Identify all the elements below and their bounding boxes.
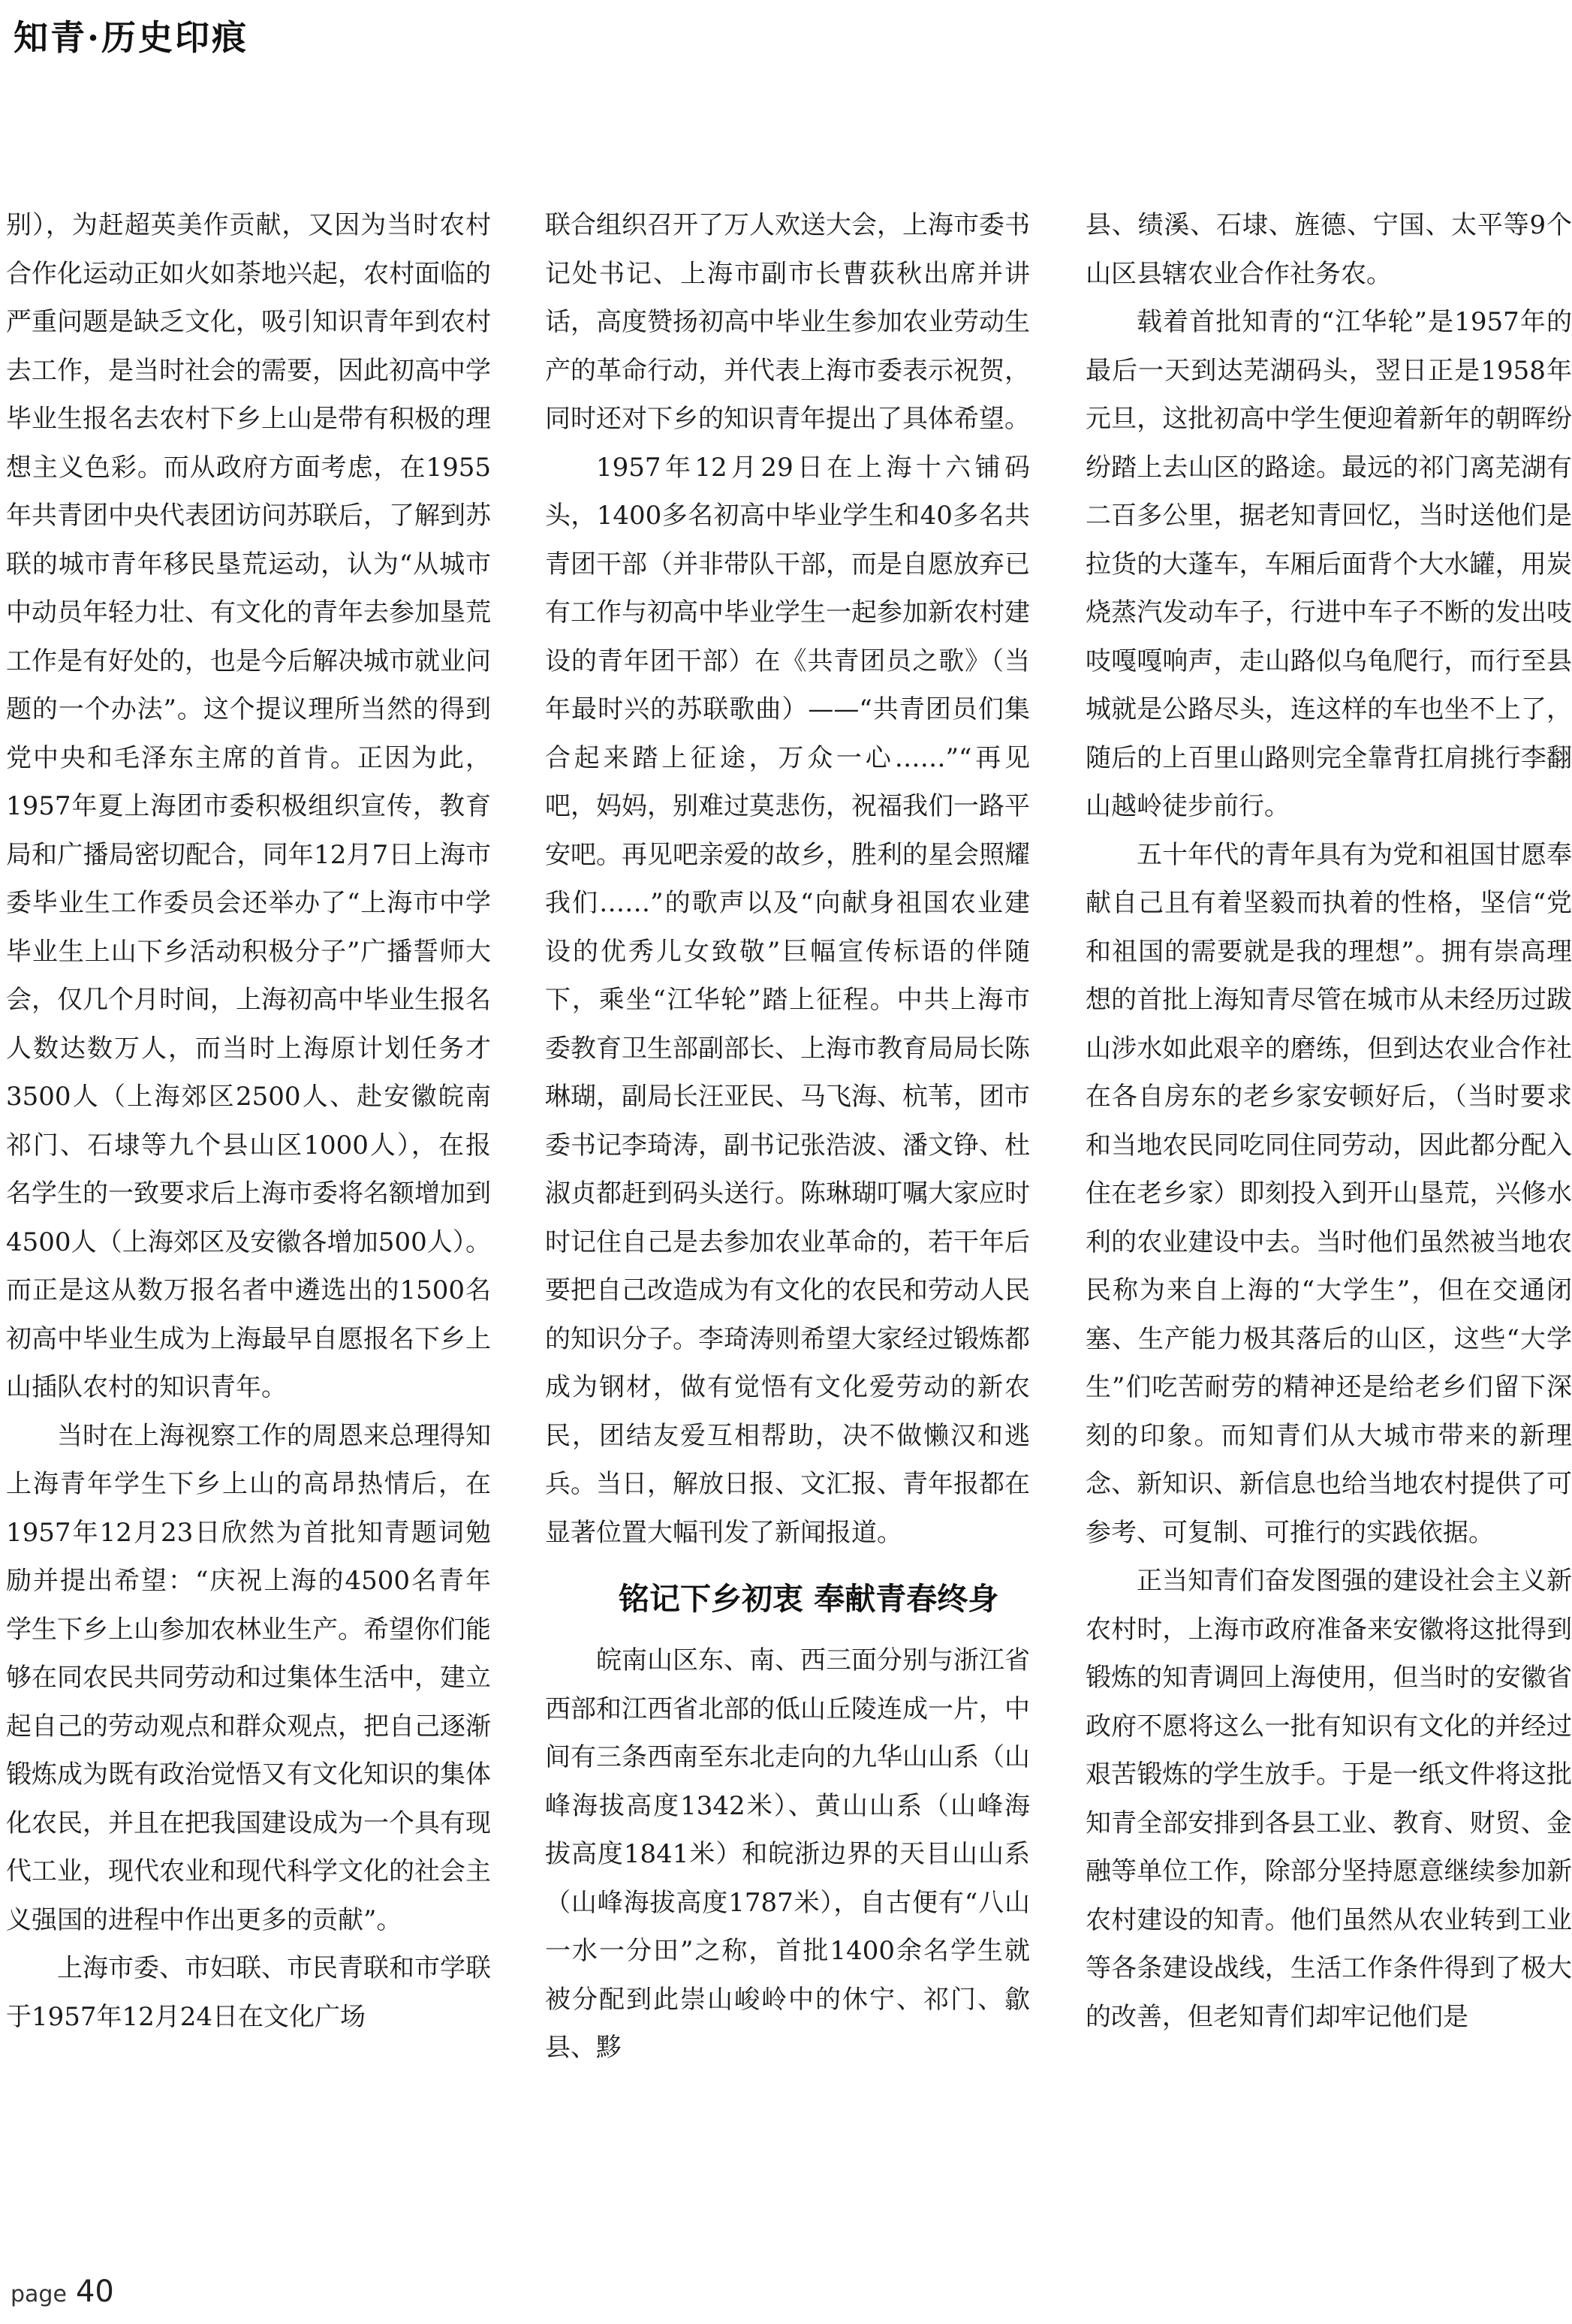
text-column-2 [545, 201, 1030, 2073]
paragraph: 五十年代的青年具有为党和祖国甘愿奉献自己且有着坚毅而执着的性格，坚信“党和祖国的需要就是我的理想”。拥有崇高理想的首批上海知青尽管在城市从未经历过跋山涉水如此艰辛的磨练，但到达农业合作社在各自房东的老乡家安顿好后，（当时要求和当地农民同吃同住同劳动，因此都分配入住在老乡家）即刻投入到开山垦荒，兴修水利的农业建设中去。当时他们虽然被当地农民称为来自上海的“大学生”，但在交通闭塞、生产能力极其落后的山区，这些“大学生”们吃苦耐劳的精神还是给老乡们留下深刻的印象。而知青们从大城市带来的新理念、新知识、新信息也给当地农村提供了可参考、可复制、可推行的实践依据。 [1086, 839, 1572, 1548]
paragraph: 当时在上海视察工作的周恩来总理得知上海青年学生下乡上山的高昂热情后，在1957年12月23日欣然为首批知青题词勉励并提出希望：“庆祝上海的4500名青年学生下乡上山参加农林业生产。希望你们能够在同农民共同劳动和过集体生活中，建立起自己的劳动观点和群众观点，把自己逐渐锻炼成为既有政治觉悟又有文化知识的集体化农民，并且在把我国建设成为一个具有现代工业，现代农业和现代科学文化的社会主义强国的进程中作出更多的贡献”。 [6, 1420, 491, 1935]
section-header: 知青·历史印痕 [14, 17, 249, 58]
paragraph: 正当知青们奋发图强的建设社会主义新农村时，上海市政府准备来安徽将这批得到锻炼的知青调回上海使用，但当时的安徽省政府不愿将这么一批有知识有文化的并经过艰苦锻炼的学生放手。于是一纸文件将这批知青全部安排到各县工业、教育、财贸、金融等单位工作，除部分坚持愿意继续参加新农村建设的知青。他们虽然从农业转到工业等各条建设战线，生活工作条件得到了极大的改善，但老知青们却牢记他们是 [1086, 1566, 1572, 2032]
section-heading: 铭记下乡初衷 奉献青春终身 [619, 1581, 999, 1617]
paragraph: 载着首批知青的“江华轮”是1957年的最后一天到达芜湖码头，翌日正是1958年元旦，这批初高中学生便迎着新年的朝晖纷纷踏上去山区的路途。最远的祁门离芜湖有二百多公里，据老知青回忆，当时送他们是拉货的大蓬车，车厢后面背个大水罐，用炭烧蒸汽发动车子，行进中车子不断的发出吱吱嘎嘎响声，走山路似乌龟爬行，而行至县城就是公路尽头，连这样的车也坐不上了，随后的上百里山路则完全靠背扛肩挑行李翻山越岭徒步前行。 [1086, 307, 1572, 821]
page-footer [11, 2274, 114, 2309]
page-number: 40 [75, 2274, 114, 2309]
text-column-3 [1086, 201, 1572, 2041]
paragraph: 县、绩溪、石埭、旌德、宁国、太平等9个山区县辖农业合作社务农。 [1086, 210, 1572, 289]
paragraph: 上海市委、市妇联、市民青联和市学联于1957年12月24日在文化广场 [6, 1953, 491, 2032]
paragraph: 别），为赶超英美作贡献，又因为当时农村合作化运动正如火如荼地兴起，农村面临的严重问题是缺乏文化，吸引知识青年到农村去工作，是当时社会的需要，因此初高中学毕业生报名去农村下乡上山是带有积极的理想主义色彩。而从政府方面考虑，在1955年共青团中央代表团访问苏联后，了解到苏联的城市青年移民垦荒运动，认为“从城市中动员年轻力壮、有文化的青年去参加垦荒工作是有好处的，也是今后解决城市就业问题的一个办法”。这个提议理所当然的得到党中央和毛泽东主席的首肯。正因为此，1957年夏上海团市委积极组织宣传，教育局和广播局密切配合，同年12月7日上海市委毕业生工作委员会还举办了“上海市中学毕业生上山下乡活动积极分子”广播誓师大会，仅几个月时间，上海初高中毕业生报名人数达数万人，而当时上海原计划任务才3500人（上海郊区2500人、赴安徽皖南祁门、石埭等九个县山区1000人），在报名学生的一致要求后上海市委将名额增加到4500人（上海郊区及安徽各增加500人）。而正是这从数万报名者中遴选出的1500名初高中毕业生成为上海最早自愿报名下乡上山插队农村的知识青年。 [6, 210, 491, 1402]
paragraph: 联合组织召开了万人欢送大会，上海市委书记处书记、上海市副市长曹荻秋出席并讲话，高度赞扬初高中毕业生参加农业劳动生产的革命行动，并代表上海市委表示祝贺，同时还对下乡的知识青年提出了具体希望。 [545, 210, 1030, 434]
paragraph: 1957年12月29日在上海十六铺码头，1400多名初高中毕业学生和40多名共青团干部（并非带队干部，而是自愿放弃已有工作与初高中毕业学生一起参加新农村建设的青年团干部）在《共青团员之歌》（当年最时兴的苏联歌曲）——“共青团员们集合起来踏上征途，万众一心……”“再见吧，妈妈，别难过莫悲伤，祝福我们一路平安吧。再见吧亲爱的故乡，胜利的星会照耀我们……”的歌声以及“向献身祖国农业建设的优秀儿女致敬”巨幅宣传标语的伴随下，乘坐“江华轮”踏上征程。中共上海市委教育卫生部副部长、上海市教育局局长陈琳瑚，副局长汪亚民、马飞海、杭苇，团市委书记李琦涛，副书记张浩波、潘文铮、杜淑贞都赶到码头送行。陈琳瑚叮嘱大家应时时记住自己是去参加农业革命的，若干年后要把自己改造成为有文化的农民和劳动人民的知识分子。李琦涛则希望大家经过锻炼都成为钢材，做有觉悟有文化爱劳动的新农民，团结友爱互相帮助，决不做懒汉和逃兵。当日，解放日报、文汇报、青年报都在显著位置大幅刊发了新闻报道。 [545, 452, 1030, 1548]
text-column-1 [6, 201, 491, 2041]
paragraph: 皖南山区东、南、西三面分别与浙江省西部和江西省北部的低山丘陵连成一片，中间有三条西南至东北走向的九华山山系（山峰海拔高度1342米）、黄山山系（山峰海拔高度1841米）和皖浙边界的天目山山系（山峰海拔高度1787米），自古便有“八山一水一分田”之称，首批1400余名学生就被分配到此崇山峻岭中的休宁、祁门、歙县、黟 [545, 1645, 1030, 2063]
page-label: page [11, 2281, 67, 2307]
